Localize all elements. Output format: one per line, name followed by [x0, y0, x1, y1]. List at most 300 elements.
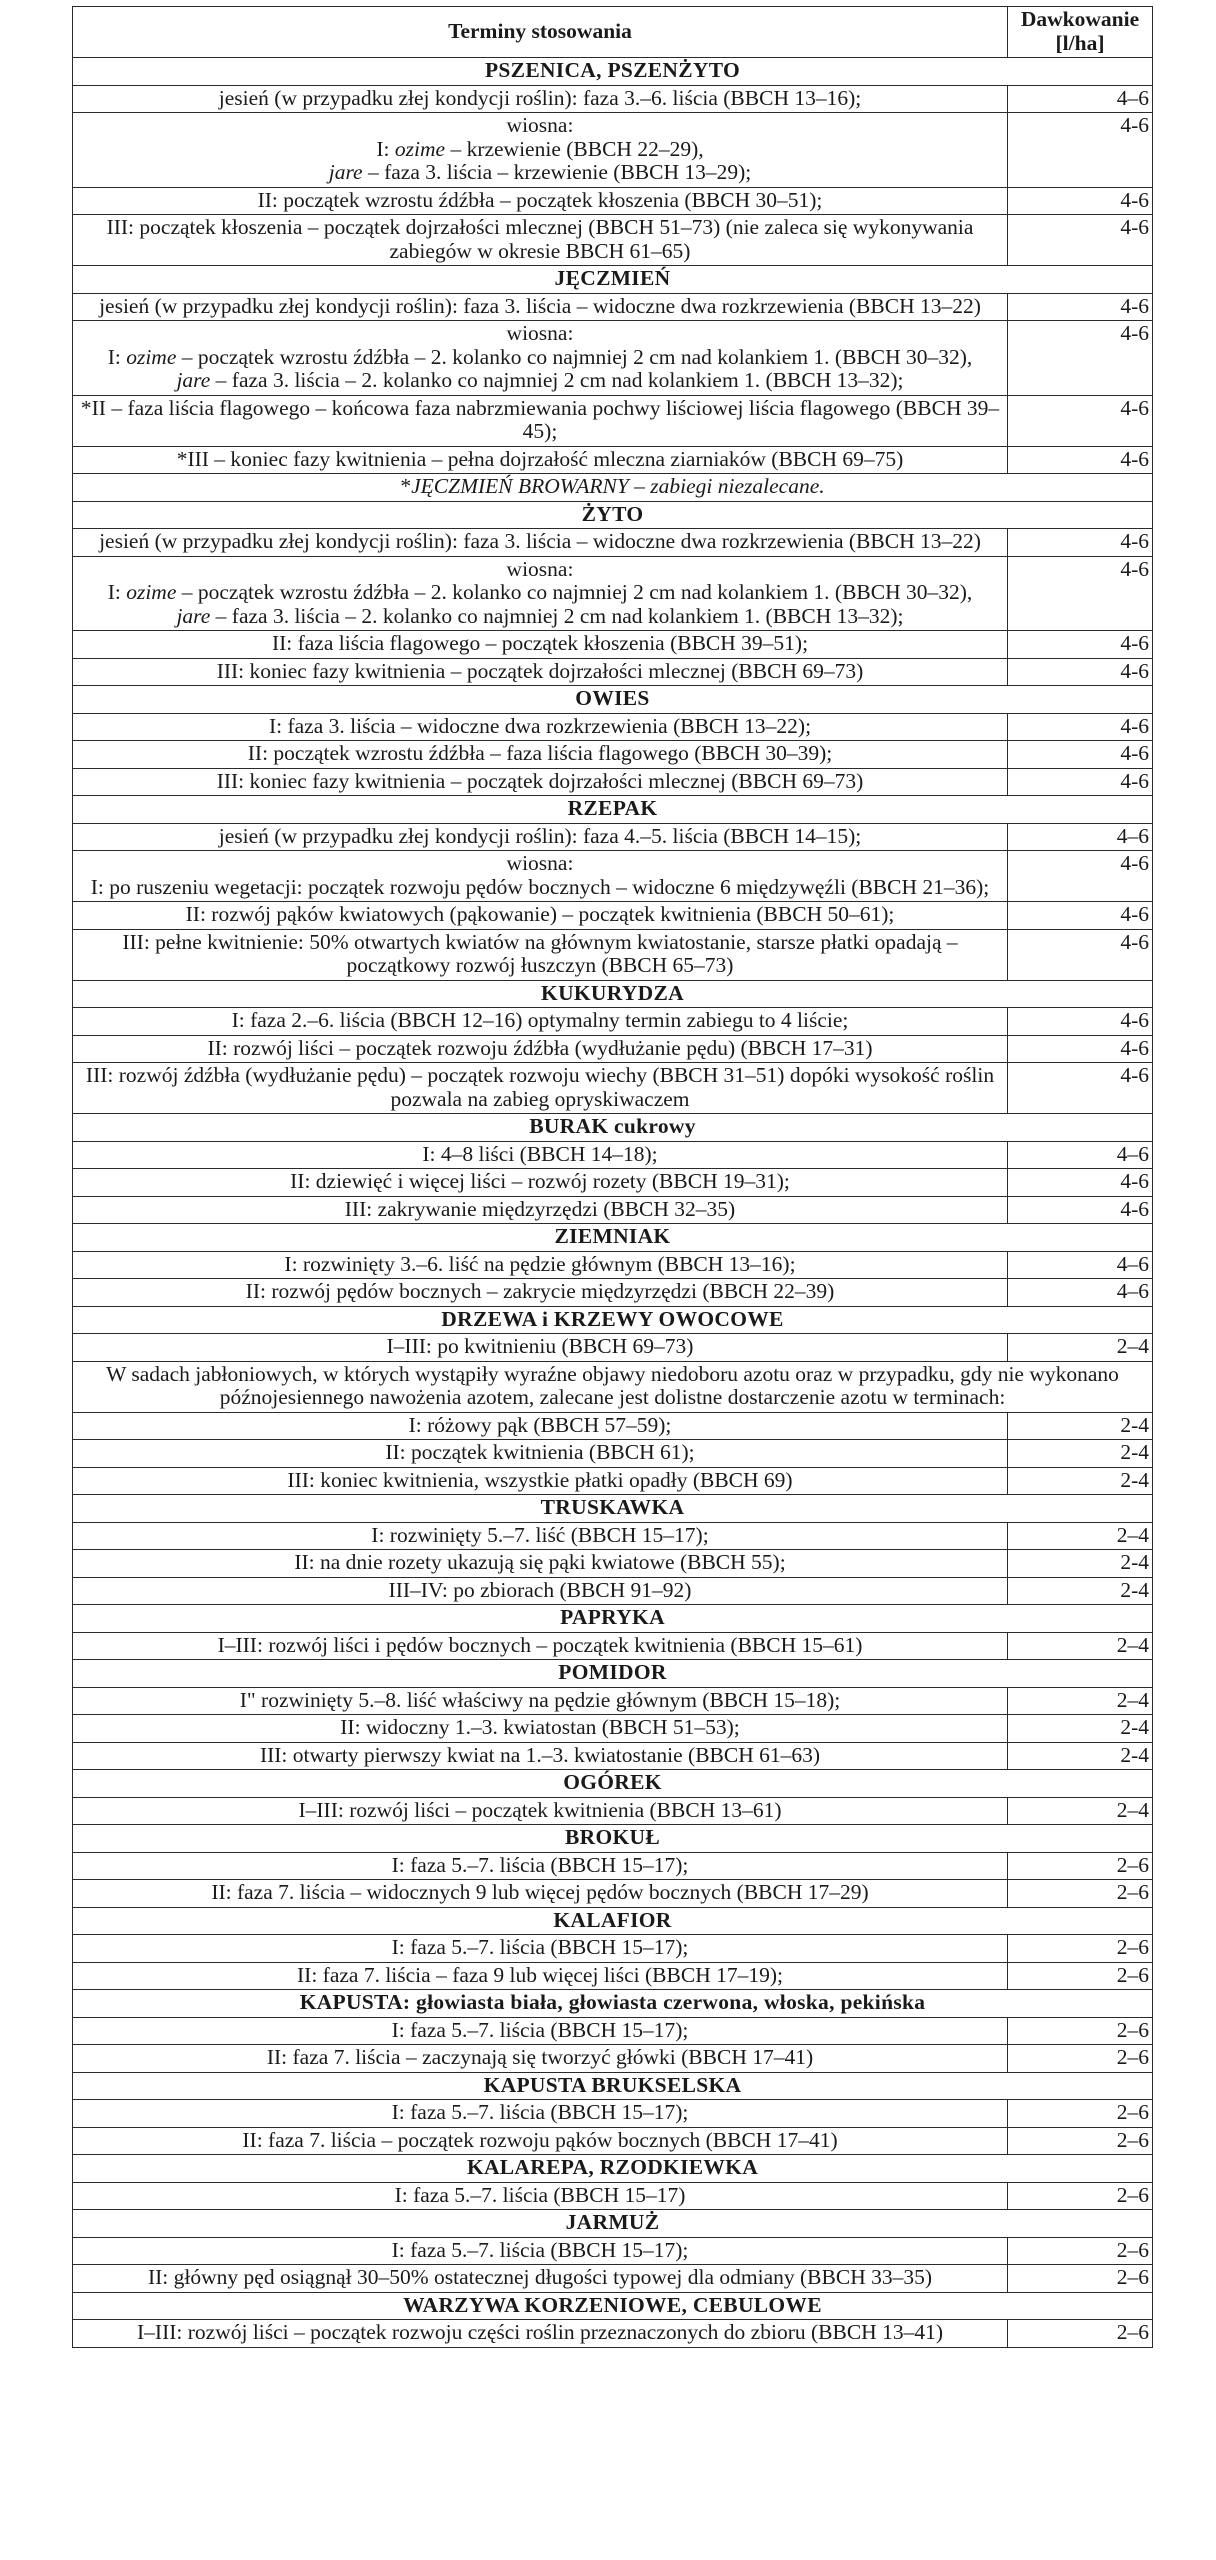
- term-text: *II – faza liścia flagowego – końcowa faza nabrzmiewania pochwy liściowej liścia flagowego (BBCH 39–45);: [80, 395, 1000, 443]
- term-cell: [73, 556, 1008, 631]
- dose-cell: 4-6: [1008, 556, 1153, 631]
- table-row: [73, 1852, 1153, 1880]
- term-line: [76, 114, 1004, 138]
- table-row: [73, 215, 1153, 266]
- term-cell: [73, 1577, 1008, 1605]
- crop-header-row: [73, 2292, 1153, 2320]
- crop-header-row: [73, 2155, 1153, 2183]
- term-line: [76, 1441, 1004, 1465]
- term-text: – początek wzrostu źdźbła – 2. kolanko co najmniej 2 cm nad kolankiem 1. (BBCH 30–32),: [176, 580, 973, 604]
- dose-cell: 4-6: [1008, 113, 1153, 188]
- term-text: I: po ruszeniu wegetacji: początek rozwoju pędów bocznych – widoczne 6 międzywęźli (BBCH 21–36);: [90, 874, 990, 899]
- term-cell: [73, 85, 1008, 113]
- term-text: II: faza liścia flagowego – początek kłoszenia (BBCH 39–51);: [271, 631, 809, 655]
- table-row: [73, 293, 1153, 321]
- term-text: II: widoczny 1.–3. kwiatostan (BBCH 51–53);: [340, 1715, 740, 1739]
- term-line: [76, 876, 1004, 900]
- table-row: [73, 658, 1153, 686]
- table-row: [73, 321, 1153, 396]
- term-line: [76, 1689, 1004, 1713]
- term-text: II: faza 7. liścia – początek rozwoju pąków bocznych (BBCH 17–41): [242, 2127, 838, 2152]
- term-cell: [73, 1962, 1008, 1990]
- term-cell: [73, 1063, 1008, 1114]
- dose-cell: 2–6: [1008, 1852, 1153, 1880]
- table-row: [73, 2182, 1153, 2210]
- term-line: [76, 1881, 1004, 1905]
- term-line: [76, 346, 1004, 370]
- term-cell: [73, 529, 1008, 557]
- crop-name: KUKURYDZA: [73, 980, 1153, 1008]
- table-row: [73, 631, 1153, 659]
- header-dose: Dawkowanie [l/ha]: [1008, 7, 1153, 58]
- term-text: wiosna:: [506, 851, 574, 875]
- term-text: W sadach jabłoniowych, w których wystąpiły wyraźne objawy niedoboru azotu oraz w przypadku, gdy nie wykonano późnojesiennego nawożenia azotem, zalecane jest dolistne dostarczenie azotu w terminach:: [106, 1361, 1119, 1409]
- table-row: [73, 1962, 1153, 1990]
- table-row: [73, 1687, 1153, 1715]
- term-line: [76, 770, 1004, 794]
- term-line: [76, 903, 1004, 927]
- term-text: – faza 3. liścia – krzewienie (BBCH 13–29);: [367, 160, 752, 184]
- term-text: I: 4–8 liści (BBCH 14–18);: [422, 1141, 658, 1166]
- crop-name: KALAREPA, RZODKIEWKA: [73, 2155, 1153, 2183]
- term-line: [76, 1579, 1004, 1603]
- dose-cell: 4-6: [1008, 929, 1153, 980]
- term-cell: [73, 446, 1008, 474]
- term-text: III: koniec kwitnienia, wszystkie płatki opadły (BBCH 69): [287, 1467, 793, 1492]
- crop-name: TRUSKAWKA: [73, 1495, 1153, 1523]
- crop-header-row: [73, 1770, 1153, 1798]
- term-text-italic: jare: [176, 368, 211, 392]
- table-row: [73, 1008, 1153, 1036]
- term-text: II: początek wzrostu źdźbła – początek kłoszenia (BBCH 30–51);: [257, 187, 823, 212]
- term-text: II: faza 7. liścia – faza 9 lub więcej liści (BBCH 17–19);: [297, 1962, 783, 1987]
- term-line: [76, 1198, 1004, 1222]
- term-cell: [73, 2237, 1008, 2265]
- term-line: [76, 1037, 1004, 1061]
- term-text: jesień (w przypadku złej kondycji roślin): faza 4.–5. liścia (BBCH 14–15);: [218, 823, 862, 848]
- table-row: [73, 1935, 1153, 1963]
- crop-name: POMIDOR: [73, 1660, 1153, 1688]
- term-cell: [73, 1880, 1008, 1908]
- term-line: [76, 161, 1004, 185]
- term-text: I: faza 5.–7. liścia (BBCH 15–17);: [391, 2017, 689, 2042]
- crop-header-row: [73, 980, 1153, 1008]
- term-text: III: koniec fazy kwitnienia – początek dojrzałości mlecznej (BBCH 69–73): [216, 768, 864, 793]
- term-cell: [73, 823, 1008, 851]
- term-text: I: różowy pąk (BBCH 57–59);: [408, 1412, 672, 1437]
- term-text: III: rozwój źdźbła (wydłużanie pędu) – początek rozwoju wiechy (BBCH 31–51) dopóki wysokość roślin pozwala na zabieg opryskiwaczem: [85, 1063, 995, 1111]
- term-text-italic: ozime: [126, 344, 177, 369]
- table-row: [73, 1440, 1153, 1468]
- term-text: I: rozwinięty 3.–6. liść na pędzie głównym (BBCH 13–16);: [284, 1251, 796, 1276]
- crop-name: OGÓREK: [73, 1770, 1153, 1798]
- dose-cell: 4-6: [1008, 395, 1153, 446]
- crop-name: ZIEMNIAK: [73, 1224, 1153, 1252]
- term-line: [76, 1469, 1004, 1493]
- term-cell: [73, 1141, 1008, 1169]
- table-row: [73, 2100, 1153, 2128]
- term-line: [76, 1854, 1004, 1878]
- dose-cell: 4-6: [1008, 713, 1153, 741]
- header-terms: Terminy stosowania: [73, 7, 1008, 58]
- term-cell: [73, 293, 1008, 321]
- term-text-italic: ozime: [394, 136, 446, 161]
- dose-cell: 4-6: [1008, 768, 1153, 796]
- term-line: [76, 1634, 1004, 1658]
- crop-name: JĘCZMIEŃ: [73, 266, 1153, 294]
- term-text: I:: [376, 136, 395, 161]
- crop-header-row: [73, 1605, 1153, 1633]
- term-cell: [73, 902, 1008, 930]
- table-body: [73, 58, 1153, 2348]
- term-line: [76, 1414, 1004, 1438]
- term-line: [76, 1009, 1004, 1033]
- term-line: [76, 2266, 1004, 2290]
- term-line: [76, 1335, 1004, 1359]
- term-line: [76, 2129, 1004, 2153]
- term-line: [76, 825, 1004, 849]
- term-cell: [73, 1334, 1008, 1362]
- table-row: [73, 529, 1153, 557]
- term-line: [76, 322, 1004, 346]
- term-line: [76, 2184, 1004, 2208]
- crop-name: PSZENICA, PSZENŻYTO: [73, 58, 1153, 86]
- term-line: [76, 1964, 1004, 1988]
- dose-cell: 4-6: [1008, 293, 1153, 321]
- term-text: I:: [107, 580, 127, 604]
- table-row: [73, 113, 1153, 188]
- term-line: [76, 715, 1004, 739]
- crop-name: KALAFIOR: [73, 1907, 1153, 1935]
- dose-cell: 2–6: [1008, 1880, 1153, 1908]
- table-row: [73, 1742, 1153, 1770]
- term-cell: [73, 768, 1008, 796]
- crop-header-row: [73, 2210, 1153, 2238]
- term-cell: [73, 1935, 1008, 1963]
- crop-name: ŻYTO: [73, 501, 1153, 529]
- term-text: wiosna:: [506, 113, 574, 137]
- term-text: – faza 3. liścia – 2. kolanko co najmniej 2 cm nad kolankiem 1. (BBCH 13–32);: [210, 368, 904, 392]
- crop-header-row: [73, 58, 1153, 86]
- term-text: II: rozwój pąków kwiatowych (pąkowanie) – początek kwitnienia (BBCH 50–61);: [185, 902, 895, 926]
- term-text: II: początek kwitnienia (BBCH 61);: [385, 1440, 695, 1464]
- dose-cell: 4–6: [1008, 1279, 1153, 1307]
- term-cell: [73, 1797, 1008, 1825]
- term-line: [76, 2239, 1004, 2263]
- term-text: III: pełne kwitnienie: 50% otwartych kwiatów na głównym kwiatostanie, starsze płatki opadają – początkowy rozwój łuszczyn (BBCH 65–73): [122, 929, 958, 977]
- dose-cell: 2-4: [1008, 1577, 1153, 1605]
- dose-cell: 4-6: [1008, 529, 1153, 557]
- crop-header-row: [73, 1495, 1153, 1523]
- term-text-italic: jare: [328, 160, 368, 184]
- term-cell: [73, 929, 1008, 980]
- term-line: [76, 1064, 1004, 1111]
- term-text: I: faza 5.–7. liścia (BBCH 15–17): [394, 2182, 686, 2207]
- table-row: [73, 741, 1153, 769]
- term-line: [76, 605, 1004, 629]
- table-row: [73, 85, 1153, 113]
- term-text: wiosna:: [506, 321, 574, 345]
- term-text: – krzewienie (BBCH 22–29),: [445, 136, 704, 161]
- term-cell: [73, 1169, 1008, 1197]
- term-cell: [73, 658, 1008, 686]
- table-row: [73, 446, 1153, 474]
- term-line: [76, 1143, 1004, 1167]
- term-text: I–III: rozwój liści – początek rozwoju części roślin przeznaczonych do zbioru (BBCH 13–41): [137, 2320, 943, 2344]
- term-text: III: zakrywanie międzyrzędzi (BBCH 32–35): [344, 1196, 736, 1221]
- term-line: [76, 1799, 1004, 1823]
- term-text: I: faza 3. liścia – widoczne dwa rozkrzewienia (BBCH 13–22);: [268, 713, 812, 738]
- table-row: [73, 1169, 1153, 1197]
- term-cell: [73, 1687, 1008, 1715]
- term-text-italic: JĘCZMIEŃ BROWARNY – zabiegi niezalecane.: [411, 474, 825, 498]
- table-row: [73, 1196, 1153, 1224]
- crop-header-row: [73, 686, 1153, 714]
- dose-cell: 2–6: [1008, 1962, 1153, 1990]
- dose-cell: 2–6: [1008, 2237, 1153, 2265]
- dose-cell: 4–6: [1008, 1141, 1153, 1169]
- dose-cell: 2–4: [1008, 1522, 1153, 1550]
- table-row: [73, 2045, 1153, 2073]
- term-line: [76, 295, 1004, 319]
- term-text: III–IV: po zbiorach (BBCH 91–92): [388, 1577, 692, 1602]
- term-text: *: [400, 474, 412, 498]
- dose-cell: 2-4: [1008, 1742, 1153, 1770]
- term-text: *III – koniec fazy kwitnienia – pełna dojrzałość mleczna ziarniaków (BBCH 69–75): [176, 446, 904, 471]
- term-cell: [73, 1251, 1008, 1279]
- term-line: [76, 1253, 1004, 1277]
- term-cell: [73, 2017, 1008, 2045]
- crop-name: OWIES: [73, 686, 1153, 714]
- table-row: [73, 1141, 1153, 1169]
- dose-cell: 4-6: [1008, 851, 1153, 902]
- term-text: I–III: po kwitnieniu (BBCH 69–73): [386, 1334, 694, 1358]
- term-text: I–III: rozwój liści i pędów bocznych – początek kwitnienia (BBCH 15–61): [217, 1632, 863, 1657]
- term-line: [76, 475, 1149, 499]
- table-row: [73, 1251, 1153, 1279]
- table-header-row: [73, 7, 1153, 58]
- dose-cell: 2–4: [1008, 1334, 1153, 1362]
- dose-cell: 2–6: [1008, 2320, 1153, 2348]
- term-text: jesień (w przypadku złej kondycji roślin): faza 3. liścia – widoczne dwa rozkrzewienia (BBCH 13–22): [99, 293, 981, 318]
- dose-cell: 4-6: [1008, 658, 1153, 686]
- term-text: I: faza 5.–7. liścia (BBCH 15–17);: [391, 1852, 689, 1877]
- term-text: – faza 3. liścia – 2. kolanko co najmniej 2 cm nad kolankiem 1. (BBCH 13–32);: [210, 603, 904, 628]
- crop-header-row: [73, 796, 1153, 824]
- term-cell: [73, 2100, 1008, 2128]
- term-text: jesień (w przypadku złej kondycji roślin): faza 3.–6. liścia (BBCH 13–16);: [218, 85, 862, 110]
- term-line: [76, 2321, 1004, 2345]
- dose-cell: 2-4: [1008, 1440, 1153, 1468]
- term-line: [76, 87, 1004, 111]
- dose-cell: 4-6: [1008, 321, 1153, 396]
- term-line: [76, 216, 1004, 263]
- crop-name: RZEPAK: [73, 796, 1153, 824]
- term-text: jesień (w przypadku złej kondycji roślin): faza 3. liścia – widoczne dwa rozkrzewienia (BBCH 13–22): [99, 529, 981, 553]
- term-cell: [73, 113, 1008, 188]
- crop-header-row: [73, 1660, 1153, 1688]
- term-line: [76, 448, 1004, 472]
- term-cell: [73, 2265, 1008, 2293]
- term-text: III: otwarty pierwszy kwiat na 1.–3. kwiatostanie (BBCH 61–63): [259, 1742, 821, 1767]
- term-line: [76, 1551, 1004, 1575]
- table-row: [73, 556, 1153, 631]
- term-text: II: faza 7. liścia – zaczynają się tworzyć główki (BBCH 17–41): [266, 2045, 814, 2069]
- note-row: [73, 474, 1153, 502]
- term-line: [76, 2019, 1004, 2043]
- term-cell: [73, 1440, 1008, 1468]
- term-text: I: rozwinięty 5.–7. liść (BBCH 15–17);: [371, 1522, 709, 1547]
- term-text: I:: [107, 344, 127, 369]
- term-line: [76, 397, 1004, 444]
- dose-cell: 4-6: [1008, 1063, 1153, 1114]
- table-row: [73, 768, 1153, 796]
- term-text: I: faza 2.–6. liścia (BBCH 12–16) optymalny termin zabiegu to 4 liście;: [231, 1008, 849, 1032]
- table-row: [73, 2127, 1153, 2155]
- term-line: [76, 1280, 1004, 1304]
- crop-name: KAPUSTA: głowiasta biała, głowiasta czerwona, włoska, pekińska: [73, 1990, 1153, 2018]
- dose-cell: 2-4: [1008, 1412, 1153, 1440]
- crop-name: KAPUSTA BRUKSELSKA: [73, 2072, 1153, 2100]
- term-line: [76, 558, 1004, 582]
- dose-cell: 4-6: [1008, 215, 1153, 266]
- note-text: [73, 1361, 1153, 1412]
- dose-cell: 2–6: [1008, 2265, 1153, 2293]
- term-line: [76, 1744, 1004, 1768]
- term-text: III: koniec fazy kwitnienia – początek dojrzałości mlecznej (BBCH 69–73): [216, 658, 864, 683]
- table-row: [73, 187, 1153, 215]
- table-row: [73, 2265, 1153, 2293]
- dose-cell: 4-6: [1008, 1196, 1153, 1224]
- dose-cell: 2–6: [1008, 2017, 1153, 2045]
- term-text: I: faza 5.–7. liścia (BBCH 15–17);: [391, 2237, 689, 2262]
- table-row: [73, 713, 1153, 741]
- term-line: [76, 660, 1004, 684]
- dose-cell: 4-6: [1008, 902, 1153, 930]
- term-cell: [73, 1035, 1008, 1063]
- table-row: [73, 2017, 1153, 2045]
- table-row: [73, 1334, 1153, 1362]
- dose-cell: 4-6: [1008, 1035, 1153, 1063]
- table-row: [73, 1279, 1153, 1307]
- term-cell: [73, 1715, 1008, 1743]
- term-line: [76, 632, 1004, 656]
- term-line: [76, 1170, 1004, 1194]
- term-cell: [73, 741, 1008, 769]
- table-row: [73, 1880, 1153, 1908]
- application-timing-table: [72, 6, 1153, 2348]
- term-text: I" rozwinięty 5.–8. liść właściwy na pędzie głównym (BBCH 15–18);: [239, 1687, 841, 1712]
- term-text: II: rozwój liści – początek rozwoju źdźbła (wydłużanie pędu) (BBCH 17–31): [207, 1035, 873, 1060]
- dose-cell: 2–6: [1008, 2182, 1153, 2210]
- table-row: [73, 1577, 1153, 1605]
- term-cell: [73, 631, 1008, 659]
- term-cell: [73, 1196, 1008, 1224]
- term-cell: [73, 1412, 1008, 1440]
- crop-header-row: [73, 1224, 1153, 1252]
- term-text: III: początek kłoszenia – początek dojrzałości mlecznej (BBCH 51–73) (nie zaleca się wykonywania zabiegów w okresie BBCH 61–65): [106, 215, 974, 263]
- table-row: [73, 902, 1153, 930]
- term-line: [76, 369, 1004, 393]
- term-cell: [73, 1742, 1008, 1770]
- term-cell: [73, 395, 1008, 446]
- dose-cell: 2–4: [1008, 1687, 1153, 1715]
- dose-cell: 4–6: [1008, 85, 1153, 113]
- dose-cell: 4-6: [1008, 741, 1153, 769]
- table-row: [73, 2237, 1153, 2265]
- term-line: [76, 1936, 1004, 1960]
- dose-cell: 2–6: [1008, 2127, 1153, 2155]
- table-row: [73, 929, 1153, 980]
- term-text: II: faza 7. liścia – widocznych 9 lub więcej pędów bocznych (BBCH 17–29): [211, 1880, 869, 1904]
- term-line: [76, 742, 1004, 766]
- table-row: [73, 1035, 1153, 1063]
- term-cell: [73, 851, 1008, 902]
- dose-cell: 2-4: [1008, 1550, 1153, 1578]
- term-line: [76, 189, 1004, 213]
- term-text: II: początek wzrostu źdźbła – faza liścia flagowego (BBCH 30–39);: [247, 741, 833, 765]
- term-text: II: rozwój pędów bocznych – zakrycie międzyrzędzi (BBCH 22–39): [245, 1279, 835, 1303]
- term-line: [76, 1716, 1004, 1740]
- term-cell: [73, 1550, 1008, 1578]
- term-text-italic: jare: [176, 603, 211, 628]
- term-line: [76, 581, 1004, 605]
- table-row: [73, 823, 1153, 851]
- term-cell: [73, 2127, 1008, 2155]
- term-text: II: na dnie rozety ukazują się pąki kwiatowe (BBCH 55);: [294, 1550, 786, 1574]
- dose-cell: 4–6: [1008, 823, 1153, 851]
- term-cell: [73, 713, 1008, 741]
- dose-cell: 4-6: [1008, 1008, 1153, 1036]
- term-cell: [73, 215, 1008, 266]
- term-line: [76, 2046, 1004, 2070]
- table-row: [73, 1550, 1153, 1578]
- crop-name: PAPRYKA: [73, 1605, 1153, 1633]
- term-line: [76, 852, 1004, 876]
- crop-name: DRZEWA i KRZEWY OWOCOWE: [73, 1306, 1153, 1334]
- term-text: II: główny pęd osiągnął 30–50% ostatecznej długości typowej dla odmiany (BBCH 33–35): [147, 2265, 932, 2289]
- dose-cell: 2–6: [1008, 2045, 1153, 2073]
- term-text: wiosna:: [506, 556, 574, 581]
- term-cell: [73, 2045, 1008, 2073]
- term-cell: [73, 1632, 1008, 1660]
- term-cell: [73, 2320, 1008, 2348]
- term-cell: [73, 1279, 1008, 1307]
- dose-cell: 4-6: [1008, 631, 1153, 659]
- crop-header-row: [73, 1114, 1153, 1142]
- dose-cell: 2–4: [1008, 1797, 1153, 1825]
- crop-name: BURAK cukrowy: [73, 1114, 1153, 1142]
- crop-header-row: [73, 1990, 1153, 2018]
- term-cell: [73, 1852, 1008, 1880]
- term-line: [76, 138, 1004, 162]
- table-row: [73, 1715, 1153, 1743]
- note-row: [73, 1361, 1153, 1412]
- term-line: [76, 2101, 1004, 2125]
- term-cell: [73, 1522, 1008, 1550]
- dose-cell: 4–6: [1008, 1251, 1153, 1279]
- crop-header-row: [73, 2072, 1153, 2100]
- crop-header-row: [73, 1306, 1153, 1334]
- table-row: [73, 1467, 1153, 1495]
- term-text: I–III: rozwój liści – początek kwitnienia (BBCH 13–61): [298, 1797, 782, 1822]
- term-text-italic: ozime: [126, 580, 177, 604]
- crop-header-row: [73, 501, 1153, 529]
- dose-cell: 2–4: [1008, 1632, 1153, 1660]
- term-line: [76, 1524, 1004, 1548]
- term-line: [76, 931, 1004, 978]
- table-row: [73, 1797, 1153, 1825]
